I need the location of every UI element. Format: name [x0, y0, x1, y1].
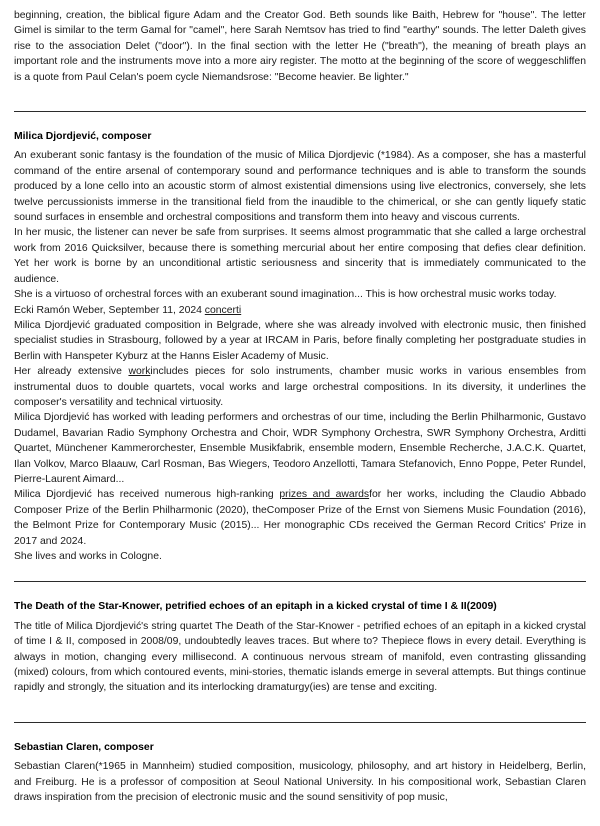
paragraph: An exuberant sonic fantasy is the foundation of the music of Milica Djordjevic (*1984). As a composer, she has a masterful command of the entire arsenal of contemporary sound and performance techniques and is able to transform the sounds produced by a lone cello into an acoustic storm of almost existential dimensions using live electronics, conversely, she lets twelve percussionists immerse in the transitional field from the inaudible to the chimerical, or she can gently liquefy static sound surfaces in ensemble and orchestral compositions and transform them into heavy and viscous currents. [14, 150, 586, 224]
spacer [14, 723, 586, 740]
paragraph: She lives and works in Cologne. [14, 551, 162, 562]
intro-paragraph: beginning, creation, the biblical figure Adam and the Creator God. Beth sounds like Baith, Hebrew for "house". The letter Gimel is similar to the term Gamal for "camel", here Sarah Nemtsov has tried to find "earthy" sounds. The letter Daleth gives rise to the association Delet ("door"). In the final section with the letter He ("breath"), the meaning of breath plays an important role and the instruments move into a more airy register. The motto at the beginning of the score of weggeschliffen is a quote from Paul Celan's poem cycle Niemandsrose: "Become heavier. Be lighter." [14, 10, 586, 83]
spacer [14, 564, 586, 581]
paragraph-with-work-link [14, 364, 586, 410]
spacer [14, 85, 586, 111]
paragraph-text-rest: for her works, including the Claudio Abbado Composer Prize of the Berlin Philharmonic (2020), theComposer Prize of the Ernst von Siemens Music Foundation (2016), the Belmont Prize for Contemporary Music (2015)... Her monographic CDs received the German Record Critics' Prize in 2017 and 2024. [14, 489, 586, 547]
spacer [14, 696, 586, 722]
section-heading-djordjevic: Milica Djordjević, composer [14, 131, 152, 143]
section-heading-claren: Sebastian Claren, composer [14, 741, 154, 753]
prizes-and-awards-link[interactable]: prizes and awards [279, 489, 370, 501]
section-heading-star-knower: The Death of the Star-Knower, petrified echoes of an epitaph in a kicked crystal of time I & II(2009) [14, 601, 497, 613]
paragraph: Sebastian Claren(*1965 in Mannheim) studied composition, musicology, philosophy, and art history in Heidelberg, Berlin, and Freiburg. He is a professor of composition at Seoul National University. In his compositional work, Sebastian Claren draws inspiration from the precision of electronic music and the sound sensitivity of pop music, [14, 761, 586, 804]
paragraph: Milica Djordjević graduated composition in Belgrade, where she was already involved with electronic music, then finished specialist studies in Strasbourg, followed by a year at IRCAM in Paris, before finally completing her postgraduate studies in Berlin with Hanspeter Kyburz at the Hanns Eisler Academy of Music. [14, 319, 586, 362]
spacer [14, 582, 586, 599]
concerti-link[interactable]: concerti [204, 304, 242, 316]
paragraph-text-lead: Milica Djordjević has received numerous high-ranking [14, 489, 280, 501]
paragraph: In her music, the listener can never be safe from surprises. It seems almost programmatic that she called a large orchestral work from 2016 Quicksilver, because there is something mercurial about her entire composing that defies clear definition. Yet her work is borne by an unconditional artistic seriousness and sincerity that is immediately communicated to the audience. [14, 227, 586, 285]
paragraph: The title of Milica Djordjević's string quartet The Death of the Star-Knower - petrified echoes of an epitaph in a kicked crystal of time I & II, composed in 2008/09, undoubtedly leaves traces. But where to? Thepiece flows in every detail. Everything is always in motion, changing every millisecond. A continuous nervous stream of manifold, even contrasting glissanding (mixed) colours, from which contoured events, mini-stories, thematic islands emerge in several attempts. But things continue rapidly and strongly, the situation and its interlocking dramaturgy(ies) are tense and exciting. [14, 620, 586, 694]
attribution-text: Ecki Ramón Weber, September 11, 2024 [14, 304, 205, 316]
attribution-line [14, 303, 586, 318]
paragraph: She is a virtuoso of orchestral forces with an exuberant sound imagination... This is how orchestral music works today. [14, 289, 557, 301]
paragraph-with-prizes-link [14, 487, 586, 549]
paragraph-text-lead: Her already extensive [14, 366, 129, 378]
spacer [14, 112, 586, 129]
paragraph-text-rest: includes pieces for solo instruments, chamber music works in various ensembles from instrumental duos to double quartets, vocal works and large orchestral compositions. In its diversity, it underlines the composer's versatility and technical virtuosity. [14, 366, 586, 408]
paragraph: Milica Djordjević has worked with leading performers and orchestras of our time, including the Berlin Philharmonic, Gustavo Dudamel, Bavarian Radio Symphony Orchestra and Choir, WDR Symphony Orchestra, SWR Symphony Orchestra, Arditti Quartet, Münchener Kammerorchester, Ensemble Musikfabrik, ensemble modern, Ensemble Recherche, J.A.C.K. Quartet, Ilan Volkov, Marco Blaauw, Carl Rosman, Bas Wiegers, Teodoro Anzellotti, Tamara Stefanovich, Enno Poppe, Peter Rundel, Pierre-Laurent Aimard... [14, 412, 586, 485]
work-link[interactable]: work [128, 366, 151, 378]
